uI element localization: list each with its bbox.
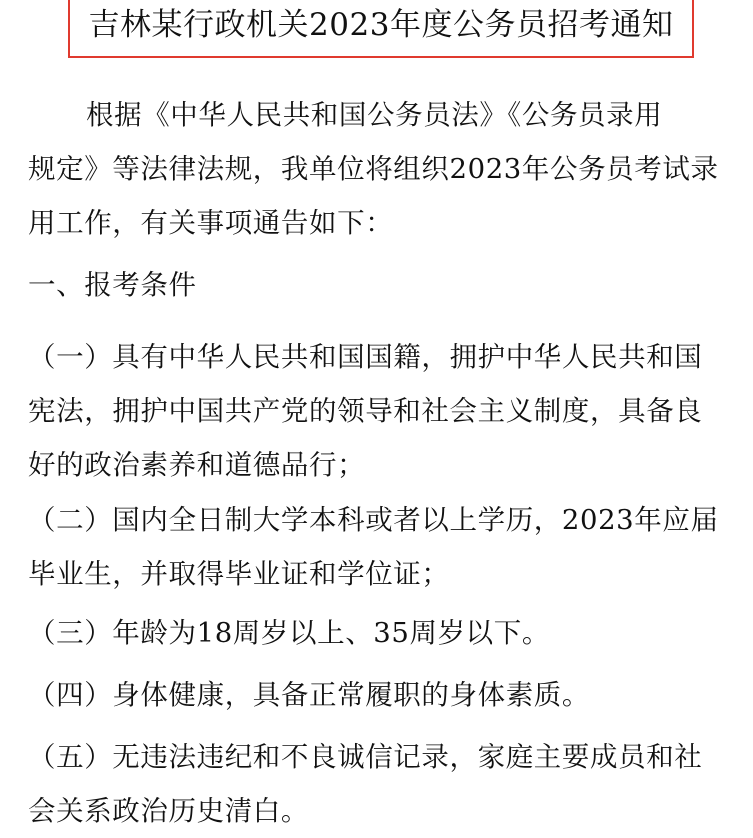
condition-line: 好的政治素养和道德品行； bbox=[28, 449, 366, 481]
title-box bbox=[68, 0, 694, 58]
intro-line: 规定》等法律法规，我单位将组织2023年公务员考试录 bbox=[28, 153, 719, 185]
condition-line: （四）身体健康，具备正常履职的身体素质。 bbox=[28, 679, 590, 711]
condition-line: （二）国内全日制大学本科或者以上学历，2023年应届 bbox=[28, 504, 719, 536]
section-heading-block bbox=[28, 258, 728, 312]
condition-line: （三）年龄为18周岁以上、35周岁以下。 bbox=[28, 617, 550, 649]
condition-line: 会关系政治历史清白。 bbox=[28, 795, 309, 827]
condition-line: （一）具有中华人民共和国国籍，拥护中华人民共和国 bbox=[28, 341, 703, 373]
condition-item-4 bbox=[28, 668, 728, 722]
condition-line: 毕业生，并取得毕业证和学位证； bbox=[28, 558, 450, 590]
condition-line: 宪法，拥护中国共产党的领导和社会主义制度，具备良 bbox=[28, 395, 703, 427]
condition-item-1 bbox=[28, 330, 728, 492]
condition-item-3 bbox=[28, 606, 728, 660]
condition-line: （五）无违法违纪和不良诚信记录，家庭主要成员和社 bbox=[28, 741, 703, 773]
condition-item-2 bbox=[28, 493, 728, 601]
intro-line: 用工作，有关事项通告如下： bbox=[28, 207, 394, 239]
intro-line: 根据《中华人民共和国公务员法》《公务员录用 bbox=[86, 99, 663, 131]
document-title: 吉林某行政机关2023年度公务员招考通知 bbox=[88, 7, 674, 43]
section-heading: 一、报考条件 bbox=[28, 269, 197, 301]
condition-item-5 bbox=[28, 730, 728, 838]
intro-paragraph bbox=[28, 88, 728, 250]
